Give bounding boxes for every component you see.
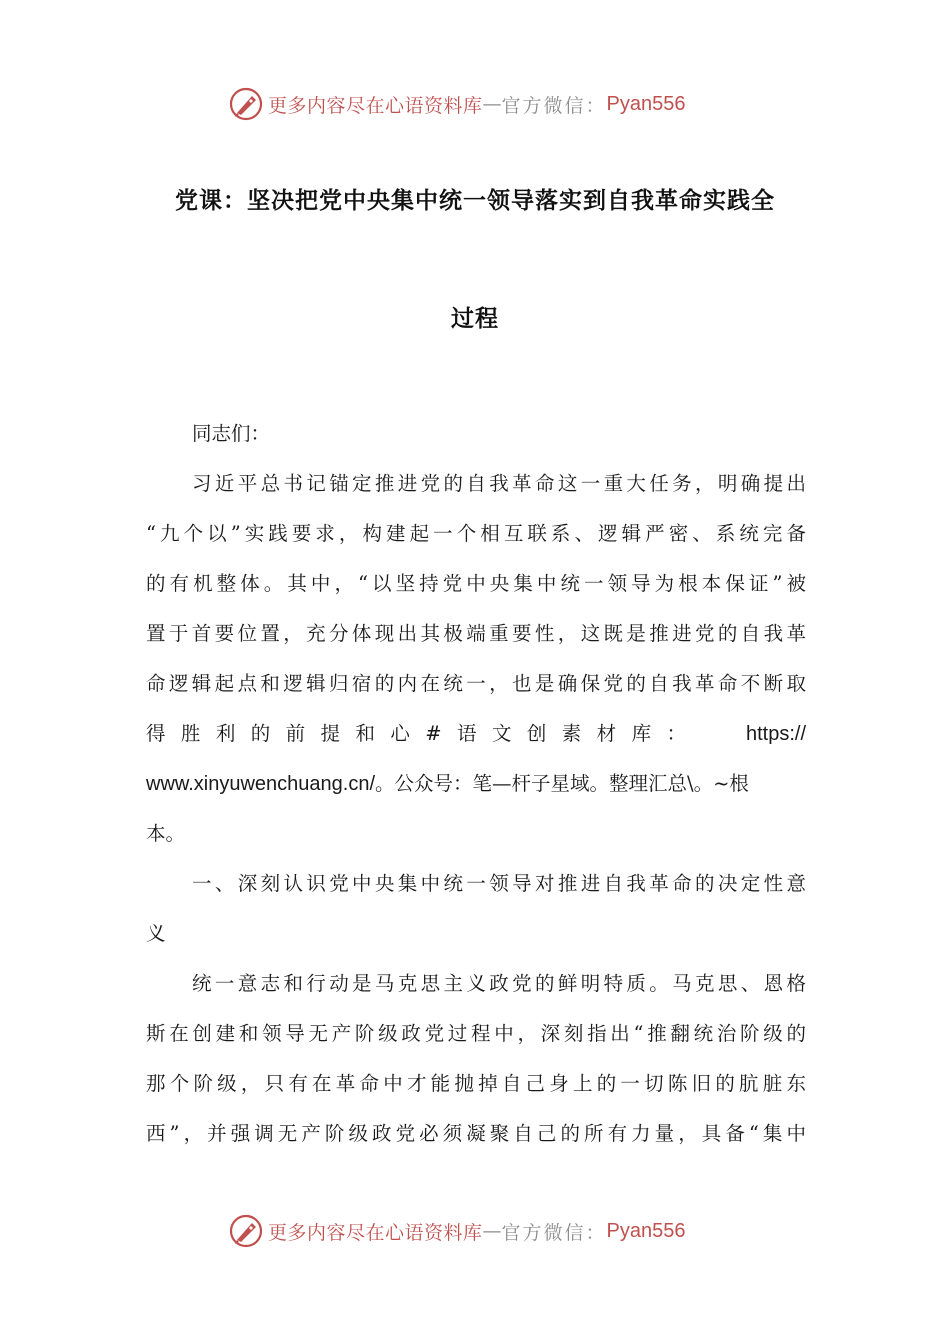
paragraph-2-line: 西”，并强调无产阶级政党必须凝聚自己的所有力量，具备“集中: [146, 1122, 806, 1145]
source-url[interactable]: www.xinyuwenchuang.cn/: [146, 773, 376, 795]
paragraph-1-line: 命逻辑起点和逻辑归宿的内在统一，也是确保党的自我革命不断取: [146, 672, 806, 695]
paragraph-1-line: “九个以”实践要求，构建起一个相互联系、逻辑严密、系统完备: [146, 522, 806, 545]
banner-wechat-label: 官方微信：: [501, 94, 607, 117]
banner-site-text: 更多内容尽在心语资料库: [268, 1221, 483, 1244]
source-url-head[interactable]: https://: [745, 723, 806, 745]
section-heading-1: 义: [146, 922, 166, 945]
paragraph-2-line: 统一意志和行动是马克思主义政党的鲜明特质。马克思、恩格: [192, 972, 806, 995]
footer-banner: [228, 1211, 748, 1251]
banner-wechat-id: Pyan556: [606, 92, 686, 115]
paragraph-1-line: [146, 717, 806, 751]
greeting: 同志们：: [192, 422, 271, 445]
pen-nib-logo-icon: [228, 1213, 264, 1249]
banner-wechat-label: 官方微信：: [501, 1221, 607, 1244]
header-banner: [228, 84, 748, 124]
banner-site-text: 更多内容尽在心语资料库: [268, 94, 483, 117]
banner-wechat-id: Pyan556: [606, 1219, 686, 1242]
paragraph-2-line: 斯在创建和领导无产阶级政党过程中，深刻指出“推翻统治阶级的: [146, 1022, 806, 1045]
paragraph-1-line: 置于首要位置，充分体现出其极端重要性，这既是推进党的自我革: [146, 622, 806, 645]
paragraph-1-line: 的有机整体。其中，“以坚持党中央集中统一领导为根本保证”被: [146, 572, 806, 595]
banner-separator: —: [482, 1220, 502, 1242]
document-title-line-1: 党课：坚决把党中央集中统一领导落实到自我革命实践全: [175, 188, 775, 214]
pen-nib-logo-icon: [228, 86, 264, 122]
banner-separator: —: [482, 93, 502, 115]
paragraph-1-line: [146, 767, 806, 801]
section-heading-1: 一、深刻认识党中央集中统一领导对推进自我革命的决定性意: [192, 872, 806, 895]
document-title-line-2: 过程: [451, 306, 499, 332]
source-text: 得胜利的前提和心#语文创素材库：: [146, 722, 686, 745]
paragraph-2-line: 那个阶级，只有在革命中才能抛掉自己身上的一切陈旧的肮脏东: [146, 1072, 806, 1095]
paragraph-1-line: 本。: [146, 822, 186, 845]
source-note: 。公众号：笔—杆子星域。整理汇总\。~根: [375, 772, 749, 795]
paragraph-1-line: 习近平总书记锚定推进党的自我革命这一重大任务，明确提出: [192, 472, 806, 495]
